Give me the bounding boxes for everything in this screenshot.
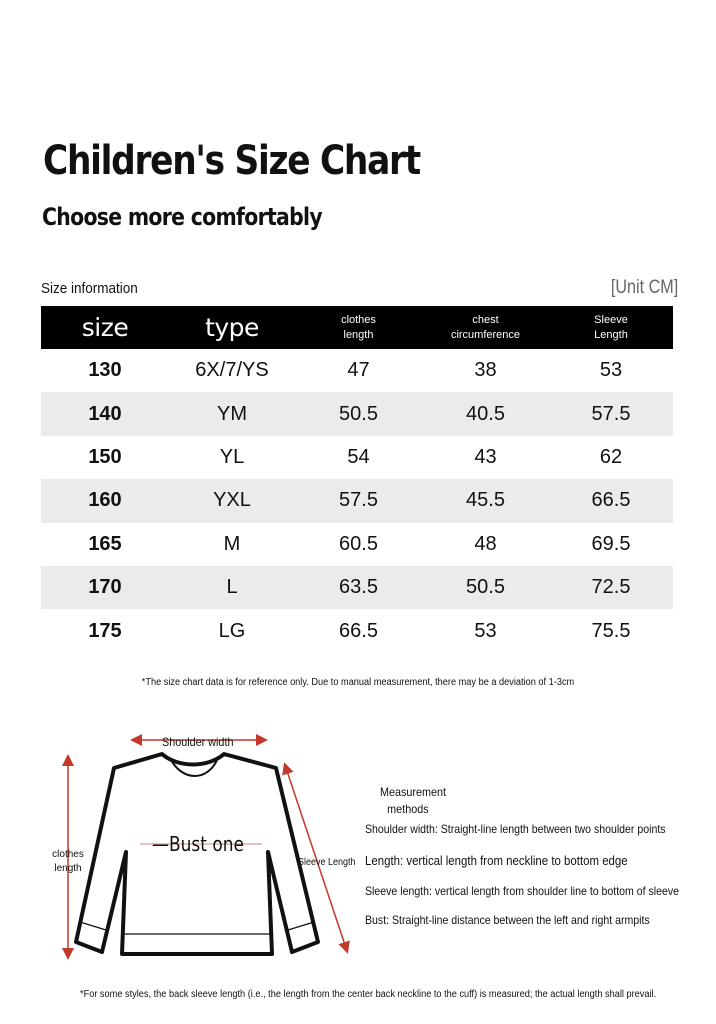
clothes-length-label [52, 848, 84, 876]
cell-clothes-length: 66.5 [339, 619, 378, 642]
cell-chest: 38 [474, 359, 497, 382]
cell-size: 130 [88, 359, 122, 382]
cell-clothes-length: 57.5 [339, 489, 378, 512]
table-body [41, 349, 673, 653]
table-row [41, 479, 673, 522]
cell-sleeve: 69.5 [591, 532, 631, 555]
header-sleeve-line2: Length [594, 328, 628, 341]
cell-chest: 45.5 [466, 489, 505, 512]
cell-type: M [223, 532, 241, 555]
cell-clothes-length: 47 [347, 359, 370, 382]
cell-sleeve: 57.5 [591, 402, 631, 425]
cell-type: L [226, 576, 238, 599]
table-row [41, 566, 673, 609]
sleeve-length-label: Sleeve Length [298, 857, 356, 868]
cell-chest: 43 [474, 445, 497, 468]
method-bust: Bust: Straight-line distance between the left and right armpits [365, 913, 650, 927]
cell-size: 140 [88, 402, 122, 425]
cell-chest: 53 [474, 619, 497, 642]
reference-note: *The size chart data is for reference only. Due to manual measurement, there may be a deviation of 1-3cm [141, 677, 575, 688]
cell-type: YL [219, 445, 245, 468]
method-sleeve: Sleeve length: vertical length from shoulder line to bottom of sleeve [365, 884, 680, 898]
cell-chest: 40.5 [466, 402, 505, 425]
methods-title-line1: Measurement [380, 785, 447, 799]
bust-label: —Bust one [152, 832, 244, 856]
header-sleeve-line1: Sleeve [594, 313, 628, 326]
header-clothes-length [295, 313, 422, 343]
cell-size: 150 [88, 445, 122, 468]
clothes-length-label-line2: length [54, 863, 82, 874]
unit-label: [Unit CM] [610, 277, 678, 298]
header-chest-line2: circumference [450, 328, 521, 341]
cell-size: 160 [88, 489, 122, 512]
cell-sleeve: 66.5 [591, 489, 631, 512]
methods-title [380, 784, 447, 818]
cell-type: LG [218, 619, 246, 642]
cell-size: 170 [88, 576, 122, 599]
header-size: size [81, 313, 129, 342]
table-row [41, 523, 673, 566]
cell-sleeve: 72.5 [591, 576, 631, 599]
table-row [41, 609, 673, 652]
table-row [41, 392, 673, 435]
methods-title-line2: methods [387, 802, 429, 816]
cell-type: 6X/7/YS [195, 359, 269, 382]
table-row [41, 436, 673, 479]
method-shoulder: Shoulder width: Straight-line length between two shoulder points [365, 822, 666, 836]
size-info-label: Size information [41, 280, 138, 297]
header-clothes-length-line1: clothes [341, 313, 376, 326]
cell-clothes-length: 60.5 [339, 532, 378, 555]
cell-size: 165 [88, 532, 122, 555]
header-clothes-length-line2: length [343, 328, 374, 341]
header-chest-line1: chest [472, 313, 499, 326]
cell-chest: 48 [474, 532, 497, 555]
cell-sleeve: 62 [599, 445, 623, 468]
cell-size: 175 [88, 619, 122, 642]
page-title: Children's Size Chart [43, 138, 420, 184]
cell-type: YXL [213, 489, 251, 512]
header-chest [422, 313, 549, 343]
clothes-length-label-line1: clothes [52, 849, 84, 860]
cell-chest: 50.5 [466, 576, 505, 599]
cell-clothes-length: 63.5 [339, 576, 378, 599]
header-sleeve [549, 313, 673, 343]
header-type: type [205, 313, 259, 342]
cell-sleeve: 53 [599, 359, 623, 382]
table-row [41, 349, 673, 392]
cell-sleeve: 75.5 [591, 619, 631, 642]
cell-type: YM [217, 402, 247, 425]
table-header [41, 306, 673, 349]
size-table [41, 306, 673, 653]
method-length: Length: vertical length from neckline to bottom edge [365, 853, 628, 868]
cell-clothes-length: 54 [347, 445, 370, 468]
cell-clothes-length: 50.5 [339, 402, 378, 425]
shoulder-width-label: Shoulder width [162, 735, 234, 749]
page-subtitle: Choose more comfortably [42, 203, 322, 231]
bottom-note: *For some styles, the back sleeve length (i.e., the length from the center back neckline to the cuff) is measured; the actual length shall prevail. [80, 989, 657, 1000]
